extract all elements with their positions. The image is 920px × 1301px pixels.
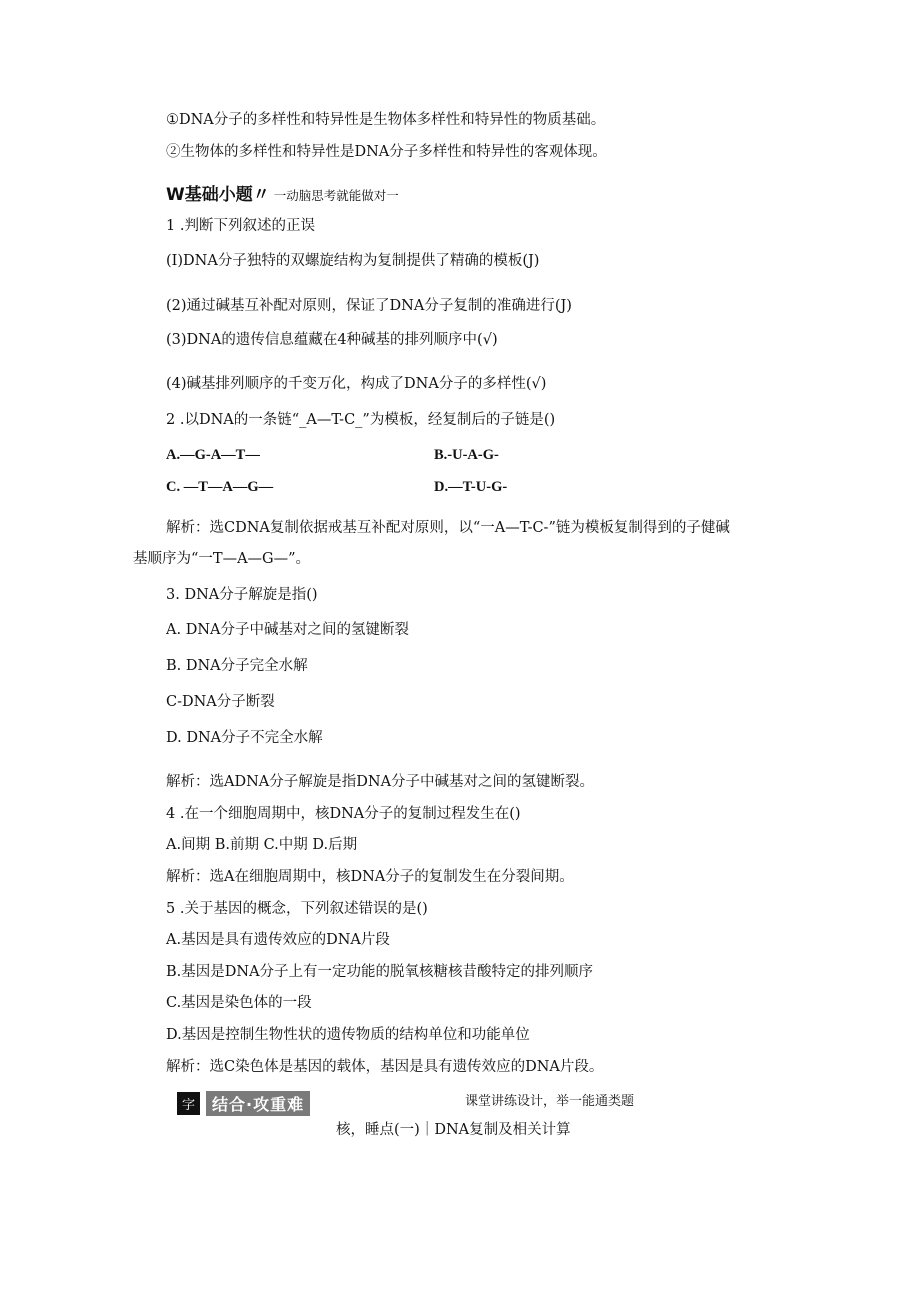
question-5-option-a: A.基因是具有遗传效应的DNA片段 (166, 932, 390, 948)
question-1-item-4: (4)碱基排列顺序的千变万化，构成了DNA分子的多样性(√) (166, 376, 547, 392)
question-3-option-c: C-DNA分子断裂 (166, 694, 275, 710)
banner-title: 结合·攻重难 (206, 1091, 310, 1116)
question-5-option-b: B.基因是DNA分子上有一定功能的脱氧核糖核昔酸特定的排列顺序 (166, 964, 594, 980)
question-3-option-d: D. DNA分子不完全水解 (166, 730, 323, 746)
section-subtitle: 一动脑思考就能做对一 (273, 188, 399, 203)
question-2: 2 .以DNA的一条链“_A—T-C_”为模板，经复制后的子链是() (166, 412, 556, 428)
banner-subtitle: 核，睡点(一)｜DNA复制及相关计算 (336, 1122, 571, 1138)
question-5-option-c: C.基因是染色体的一段 (166, 995, 312, 1011)
question-2-option-b: B.-U-A-G- (434, 447, 499, 463)
question-2-option-c: C. —T—A—G— (166, 479, 274, 495)
question-4: 4 .在一个细胞周期中，核DNA分子的复制过程发生在() (166, 806, 521, 822)
section-title: W基础小题〃 (166, 185, 270, 205)
question-1-item-2: (2)通过碱基互补配对原则，保证了DNA分子复制的准确进行(J) (166, 298, 572, 314)
banner-tagline: 课堂讲练设计，举一能通类题 (465, 1094, 635, 1109)
question-3-option-b: B. DNA分子完全水解 (166, 658, 308, 674)
section-banner (177, 1091, 310, 1115)
banner-box-label: 字 (177, 1092, 200, 1115)
question-1: 1 .判断下列叙述的正误 (166, 218, 315, 234)
question-3-option-a: A. DNA分子中碱基对之间的氢键断裂 (166, 622, 409, 638)
intro-line-2: ②生物体的多样性和特异性是DNA分子多样性和特异性的客观体现。 (166, 144, 607, 160)
question-5: 5 .关于基因的概念，下列叙述错误的是() (166, 901, 428, 917)
question-1-item-3: (3)DNA的遗传信息蕴藏在4种碱基的排列顺序中(√) (166, 332, 498, 348)
intro-line-1: ①DNA分子的多样性和特异性是生物体多样性和特异性的物质基础。 (166, 112, 606, 128)
question-1-item-1: (I)DNA分子独特的双螺旋结构为复制提供了精确的模板(J) (166, 253, 540, 269)
question-2-option-d: D.—T-U-G- (434, 479, 508, 495)
section-header (166, 180, 399, 204)
question-3-analysis: 解析：选ADNA分子解旋是指DNA分子中碱基对之间的氢键断裂。 (166, 774, 595, 790)
question-2-analysis-2: 基顺序为“一T—A—G—”。 (133, 551, 311, 567)
question-4-options: A.间期 B.前期 C.中期 D.后期 (166, 837, 358, 853)
question-5-analysis: 解析：选C染色体是基因的载体，基因是具有遗传效应的DNA片段。 (166, 1059, 604, 1075)
question-4-analysis: 解析：选A在细胞周期中，核DNA分子的复制发生在分裂间期。 (166, 869, 574, 885)
question-2-option-a: A.—G-A—T— (166, 447, 260, 463)
question-2-analysis-1: 解析：选CDNA复制依据戒基互补配对原则，以“一A—T-C-”链为模板复制得到的子健碱 (166, 520, 730, 536)
question-3: 3. DNA分子解旋是指() (166, 587, 318, 603)
question-5-option-d: D.基因是控制生物性状的遗传物质的结构单位和功能单位 (166, 1027, 530, 1043)
